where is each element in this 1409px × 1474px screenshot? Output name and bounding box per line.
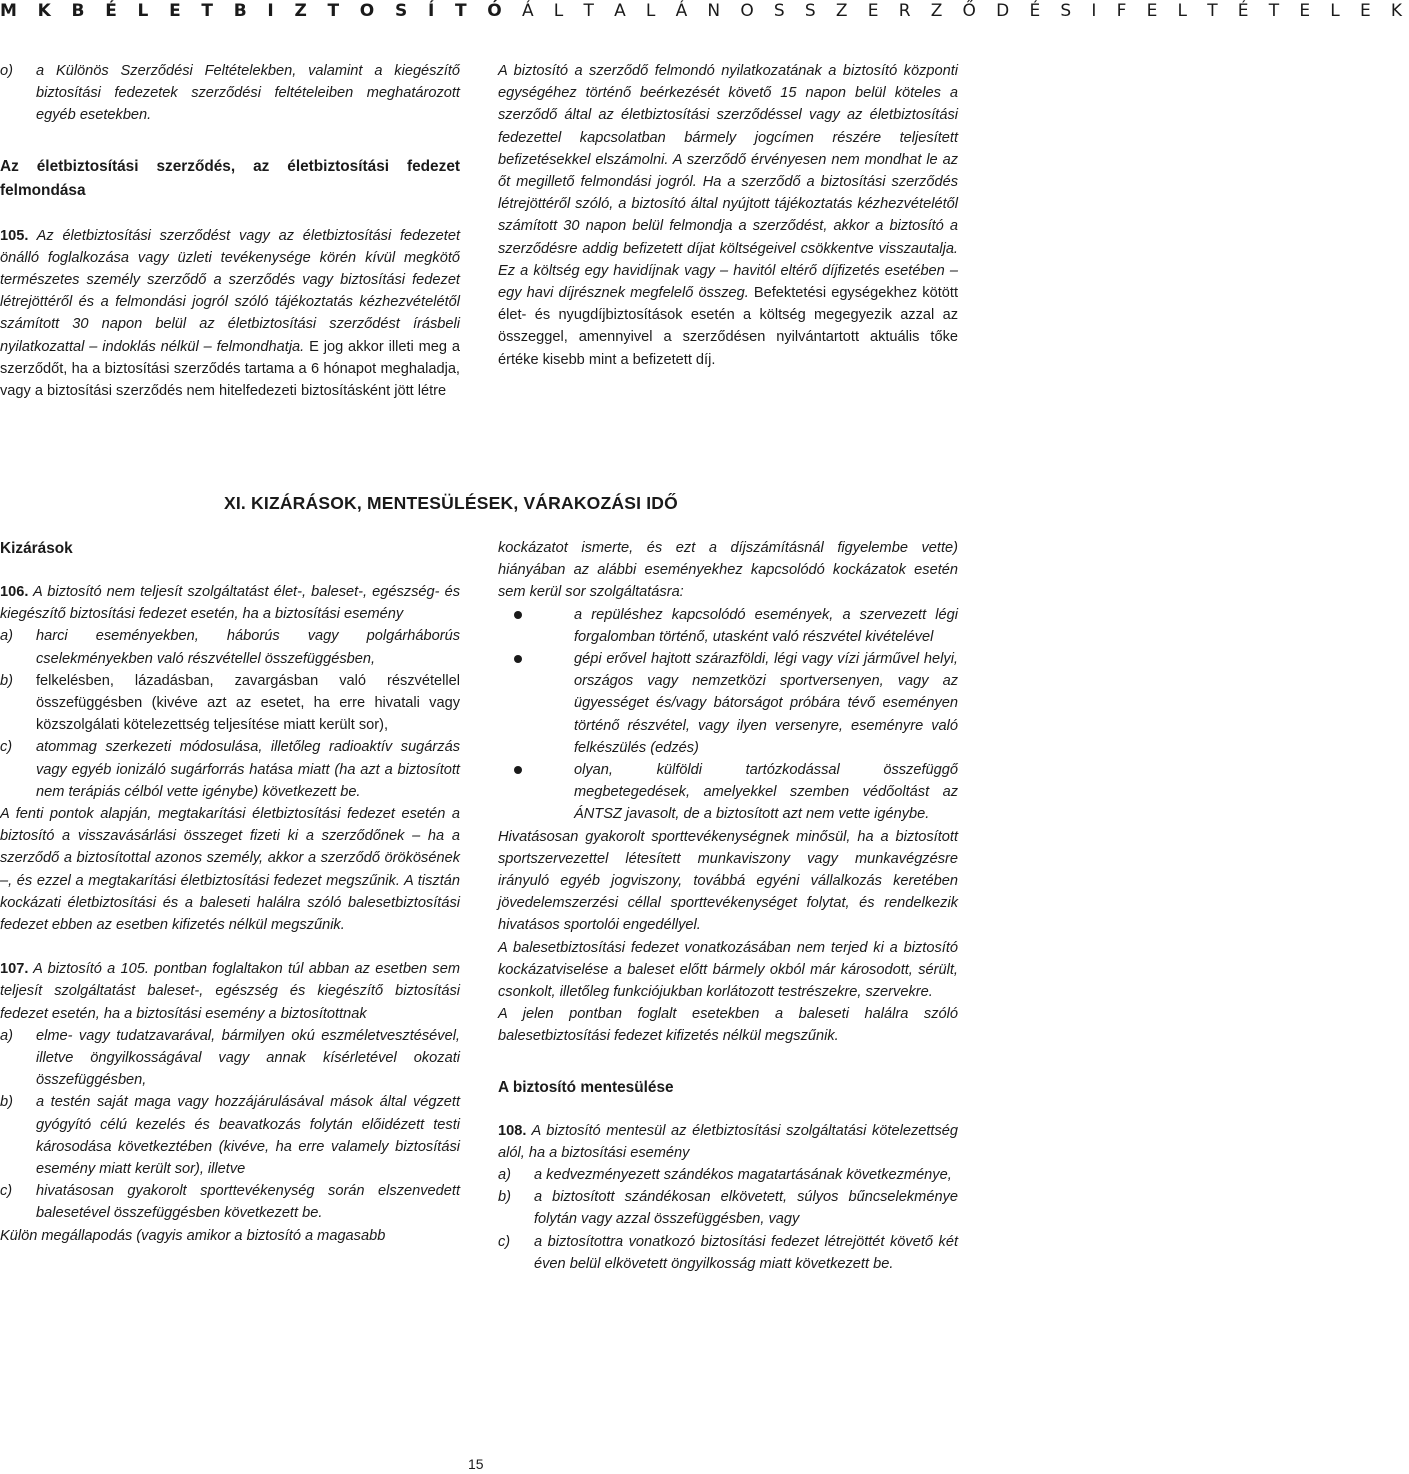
paragraph-number: 105. — [0, 227, 29, 244]
list-item-o — [0, 60, 460, 127]
right-bottom-column — [498, 537, 958, 1275]
paragraph-baleset: A balesetbiztosítási fedezet vonatkozásában nem terjed ki a biztosító kockázatviselése a baleset előtt bármely okból már károsodott, sérült, csonkolt, illetőleg funkciójukban korlátozott testrészekre, szervekre. — [498, 939, 958, 1001]
paragraph-105-text-a: Az életbiztosítási szerződést vagy az életbiztosítási fedezetet önálló foglalkozása vagy üzleti tevékenysége körén kívül megkötő természetes személy szerződő a szerződés vagy biztosítási fedezet létrejöttéről és a felmondási jogról szóló tájékoztatás kézhezvételétől számított 30 napon belül az életbiztosítási szerződést írásbeli nyilatkozattal – indoklás nélkül – felmondhatja. — [0, 227, 460, 355]
section-heading-felmondas: Az életbiztosítási szerződés, az életbiztosítási fedezet felmondása — [0, 157, 460, 199]
list-text: atommag szerkezeti módosulása, illetőleg radioaktív sugárzás vagy egyéb ionizáló sugárforrás hatása miatt (ha azt a biztosított nem terápiás célból vette igénybe) következett be. — [36, 739, 460, 800]
paragraph-number: 106. — [0, 584, 29, 600]
list-marker: a) — [0, 1027, 13, 1044]
list-item-106c — [0, 736, 460, 803]
list-item-107a — [0, 1025, 460, 1092]
paragraph-106-after: A fenti pontok alapján, megtakarítási életbiztosítási fedezet esetén a biztosító a visszavásárlási összeget fizeti ki a szerződőnek – ha a szerződő a biztosítottal azonos személy, akkor a szerződő örökösének –, és ezzel a megtakarítási életbiztosítási fedezet megszűnik. A tisztán kockázati életbiztosítási és a baleseti halálra szóló balesetbiztosítási fedezet ebben az esetben kifizetés nélkül megszűnik. — [0, 806, 460, 934]
list-text: hivatásosan gyakorolt sporttevékenység során elszenvedett balesetével összefüggésben következett be. — [36, 1183, 460, 1222]
list-marker: c) — [498, 1233, 511, 1250]
header-light: Á L T A L Á N O S S Z E R Z Ő D É S I F E L T É T E L E K — [521, 1, 1409, 21]
page-number: 15 — [468, 1456, 484, 1472]
paragraph-106 — [0, 581, 460, 625]
paragraph-107-after: Külön megállapodás (vagyis amikor a biztosító a magasabb — [0, 1227, 386, 1244]
bullet-icon — [514, 766, 522, 774]
bullet-icon — [514, 611, 522, 619]
list-text: a biztosítottra vonatkozó biztosítási fedezet létrejöttét követő két éven belül elkövetett öngyilkosság miatt következett be. — [534, 1233, 958, 1272]
list-item-106a — [0, 625, 460, 669]
list-marker: b) — [498, 1189, 511, 1206]
bullet-item — [498, 648, 958, 759]
header-bold: M K B É L E T B I Z T O S Í T Ó — [0, 1, 510, 21]
bullet-text: a repüléshez kapcsolódó események, a szervezett légi forgalomban történő, utasként való részvétel kivételével — [574, 606, 958, 645]
running-header — [0, 0, 1409, 22]
paragraph-105 — [0, 225, 460, 403]
paragraph-text: A biztosító a szerződő felmondó nyilatkozatának a biztosító központi egységéhez történő beérkezését követő 15 napon belül köteles a szerződő által az életbiztosítási szerződéssel vagy az életbiztosítási fedezettel kapcsolatban bármely jogcímen részére teljesített befizetésekkel elszámolni. A szerződő érvényesen nem mondhat le az őt megillető felmondási jogról. Ha a szerződő a biztosítási szerződés létrejöttéről szóló, a biztosító által nyújtott tájékoztatás kézhezvételétől számított 30 napon belül felmondja a szerződést, akkor a biztosító a szerződésre addig befizetett díjat költségeivel csökkentve visszautalja. Ez a költség egy havidíjnak vagy – havitól eltérő díjfizetés esetében – egy havi díjrésznek megfelelő összeg. — [498, 63, 958, 302]
list-text: harci eseményekben, háborús vagy polgárháborús cselekményekben való részvétellel összefüggésben, — [36, 628, 460, 667]
list-item-108c — [498, 1231, 958, 1275]
list-text: elme- vagy tudatzavarával, bármilyen okú eszméletvesztésével, illetve öngyilkosságával vagy annak kísérletével okozati összefüggésben, — [36, 1027, 460, 1089]
paragraph-105-continued — [498, 60, 958, 371]
list-marker: c) — [0, 739, 13, 756]
paragraph-text-2: Befektetési egységekhez kötött élet- és nyugdíjbiztosítások esetén a költség megegyezik azzal az összeggel, amennyivel a szerződésen nyilvántartott aktuális tőke értéke kisebb mint a befizetett díj. — [498, 285, 958, 368]
right-top-column — [498, 60, 958, 371]
list-item-108a — [498, 1164, 958, 1186]
bullet-text: olyan, külföldi tartózkodással összefüggő megbetegedések, amelyekkel szemben védőoltást az ÁNTSZ javasolt, de a biztosított azt nem vette igénybe. — [574, 762, 958, 823]
list-marker: a) — [498, 1167, 511, 1184]
bullet-item — [498, 604, 958, 648]
paragraph-halal: A jelen pontban foglalt esetekben a baleseti halálra szóló balesetbiztosítási fedezet kifizetés nélkül megszűnik. — [498, 1006, 958, 1045]
paragraph-number: 107. — [0, 961, 29, 978]
list-text: a testén saját maga vagy hozzájárulásával mások által végzett gyógyító célú kezelés és beavatkozás folytán előidézett testi károsodása következtében (kivéve, ha erre valamely biztosítási esemény miatt került sor), illetve — [36, 1094, 460, 1178]
list-marker: b) — [0, 672, 13, 689]
list-marker: c) — [0, 1183, 13, 1200]
paragraph-108 — [498, 1120, 958, 1164]
bullet-text: gépi erővel hajtott szárazföldi, légi vagy vízi járművel helyi, országos vagy nemzetközi sportversenyen, vagy az ügyességet és/vagy bátorságot próbára tévő eseményen történő részvétel, vagy ilyen versenyre, eseményre való felkészülés (edzés) — [574, 651, 958, 756]
list-item-108b — [498, 1186, 958, 1230]
list-text: felkelésben, lázadásban, zavargásban való részvétellel összefüggésben (kivéve azt az esetet, ha erre hivatali vagy közszolgálati kötelezettség teljesítése miatt került sor), — [36, 672, 460, 734]
paragraph-107-text: A biztosító a 105. pontban foglaltakon túl abban az esetben sem teljesít szolgáltatást baleset-, egészség és kiegészítő biztosítási fedezet esetén, ha a biztosítási esemény a biztosítottnak — [0, 961, 460, 1022]
left-bottom-column — [0, 537, 460, 1247]
list-item-107c — [0, 1180, 460, 1224]
paragraph-107-continued: kockázatot ismerte, és ezt a díjszámításnál figyelembe vette) hiányában az alábbi eseményekhez kapcsolódó kockázatok esetén sem kerül sor szolgáltatásra: — [498, 540, 958, 601]
list-marker: o) — [0, 63, 13, 79]
chapter-title: XI. KIZÁRÁSOK, MENTESÜLÉSEK, VÁRAKOZÁSI IDŐ — [224, 493, 678, 513]
list-text: a Különös Szerződési Feltételekben, valamint a kiegészítő biztosítási fedezetek szerződési feltételeiben meghatározott egyéb esetekben. — [36, 63, 460, 124]
paragraph-106-text: A biztosító nem teljesít szolgáltatást élet-, baleset-, egészség- és kiegészítő biztosítási fedezet esetén, ha a biztosítási esemény — [0, 584, 460, 623]
list-marker: a) — [0, 628, 13, 645]
list-item-107b — [0, 1091, 460, 1180]
paragraph-105-text-b: E jog akkor illeti meg a szerződőt, ha a biztosítási szerződés tartama a 6 hónapot meghaladja, vagy a biztosítási szerződés nem hitelfedezeti biztosításként jött létre — [0, 338, 460, 400]
paragraph-number: 108. — [498, 1122, 527, 1139]
paragraph-sport: Hivatásosan gyakorolt sporttevékenységnek minősül, ha a biztosított sportszervezettel létesített munkaviszony vagy munkavégzésre irányuló egyéb jogviszony, továbbá egyéni vállalkozás keretében jövedelemszerzési céllal sporttevékenységet folytat, és rendelkezik hivatásos sportolói engedéllyel. — [498, 828, 958, 934]
paragraph-108-text: A biztosító mentesül az életbiztosítási szolgáltatási kötelezettség alól, ha a biztosítási esemény — [498, 1122, 959, 1161]
list-text: a kedvezményezett szándékos magatartásának következménye, — [534, 1167, 952, 1184]
list-text: a biztosított szándékosan elkövetett, súlyos bűncselekménye folytán vagy azzal összefüggésben, vagy — [534, 1189, 958, 1228]
bullet-icon — [514, 655, 522, 663]
list-item-106b — [0, 670, 460, 737]
section-heading-kizarasok: Kizárások — [0, 540, 73, 557]
bullet-item — [498, 759, 958, 826]
left-top-column — [0, 60, 460, 402]
list-marker: b) — [0, 1094, 13, 1111]
section-heading-mentesules: A biztosító mentesülése — [498, 1078, 674, 1096]
paragraph-107 — [0, 958, 460, 1025]
